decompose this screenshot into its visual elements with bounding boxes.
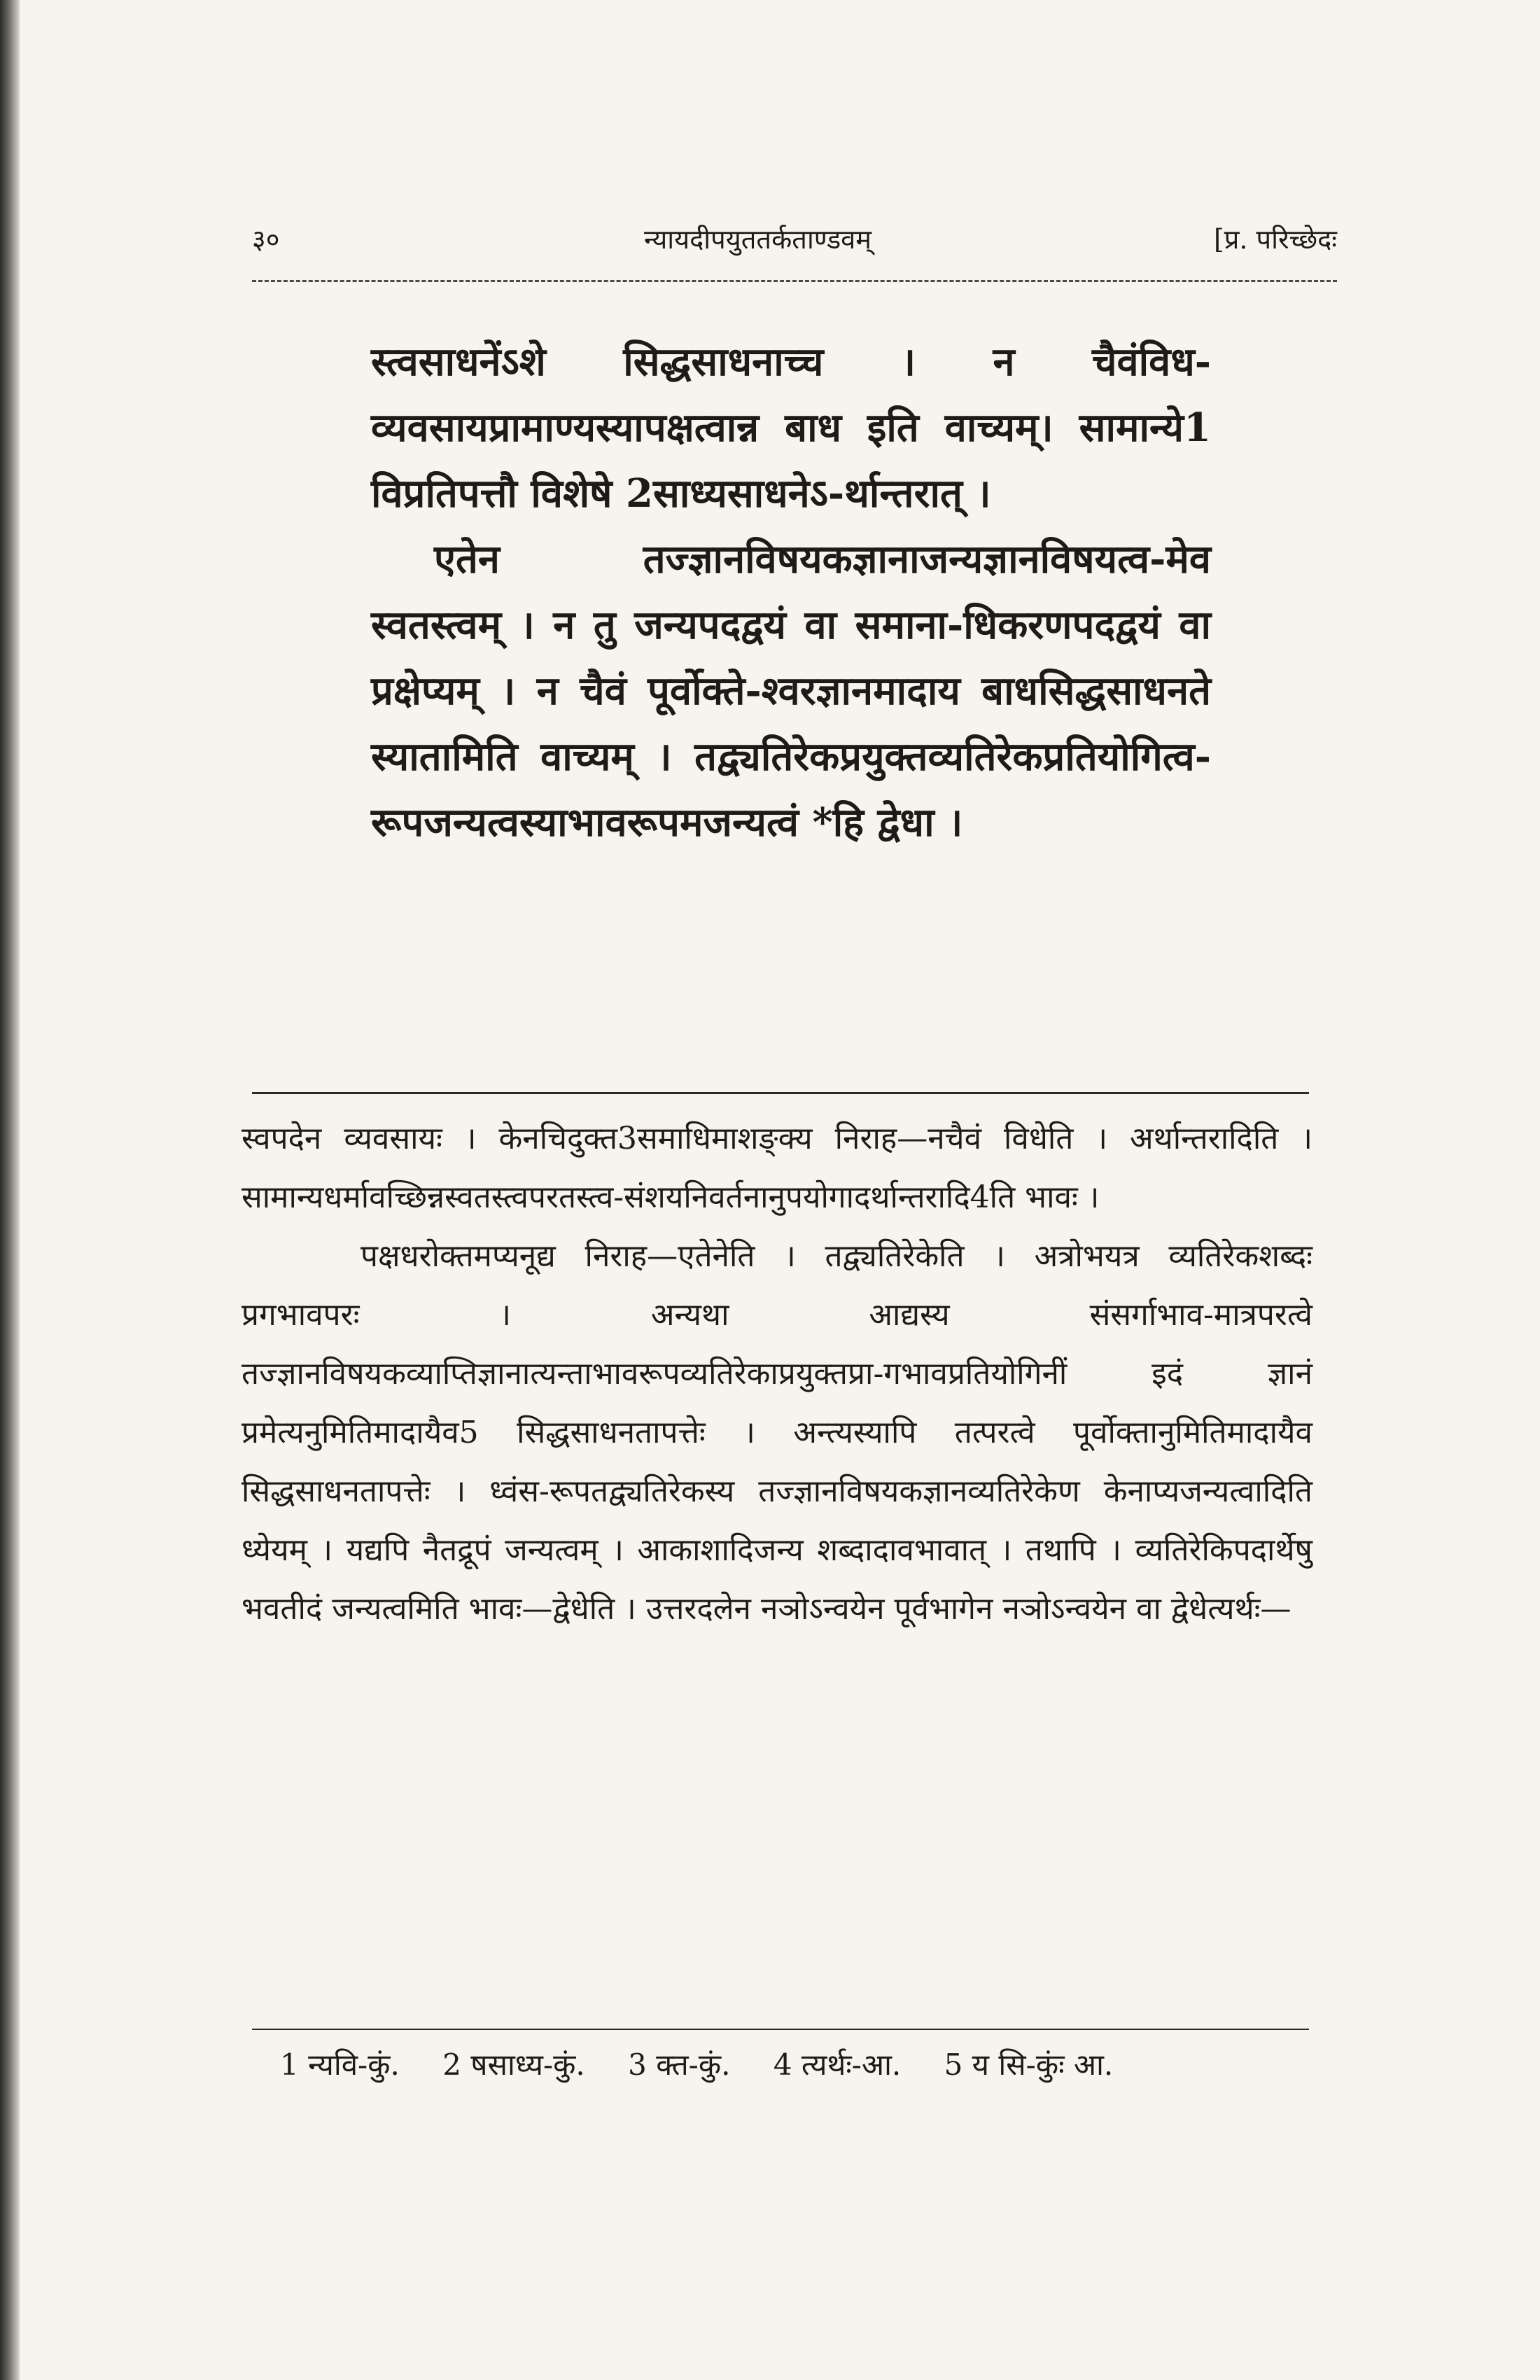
book-binding-edge [0, 0, 20, 2380]
main-text-block [371, 329, 1211, 855]
running-header [252, 214, 1337, 262]
header-divider [252, 280, 1337, 282]
footnote: 2 षसाध्य-कुं. [442, 2047, 585, 2082]
footnote: 1 न्यवि-कुं. [280, 2047, 400, 2082]
footnote-divider [252, 2029, 1309, 2030]
chapter-label: [प्र. परिच्छेदः [1213, 224, 1337, 255]
footnote: 3 क्त-कुं. [628, 2047, 731, 2082]
commentary-divider [252, 1092, 1309, 1094]
commentary-paragraph: पक्षधरोक्तमप्यनूद्य निराह—एतेनेति । तद्व्यतिरेकेति । अत्रोभयत्र व्यतिरेकशब्दः प्रगभावपरः । अन्यथा आद्यस्य संसर्गाभाव-मात्रपरत्वे तज्ज्ञानविषयकव्याप्तिज्ञानात्यन्ताभावरूपव्यतिरेकाप्रयुक्तप्रा-गभावप्रतियोगिनीं इदं ज्ञानं प्रमेत्यनुमितिमादायैव5 सिद्धसाधनतापत्तेः । अन्त्यस्यापि तत्परत्वे पूर्वोक्तानुमितिमादायैव सिद्धसाधनतापत्तेः । ध्वंस-रूपतद्व्यतिरेकस्य तज्ज्ञानविषयकज्ञानव्यतिरेकेण केनाप्यजन्यत्वादिति ध्येयम् । यद्यपि नैतद्रूपं जन्यत्वम् । आकाशादिजन्य शब्दादावभावात् । तथापि । व्यतिरेकिपदार्थेषु भवतीदं जन्यत्वमिति भावः—द्वेधेति । उत्तरदलेन नञोऽन्वयेन पूर्वभागेन नञोऽन्वयेन वा द्वेधेत्यर्थः— [241, 1238, 1312, 1627]
book-title: न्यायदीपयुततर्कताण्डवम् [644, 224, 872, 255]
footnote: 4 त्यर्थः-आ. [773, 2047, 902, 2082]
footnote: 5 य सि-कुंः आ. [944, 2047, 1114, 2082]
footnotes [280, 2040, 1316, 2090]
page-number: ३० [252, 224, 280, 255]
commentary-block [241, 1110, 1312, 1639]
commentary-paragraph: स्वपदेन व्यवसायः । केनचिदुक्त3समाधिमाशङ्क्य निराह—नचैवं विधेति । अर्थान्तरादिति । सामान्यधर्मावच्छिन्नस्वतस्त्वपरतस्त्व-संशयनिवर्तनानुपयोगादर्थान्तरादि4ति भावः । [241, 1121, 1312, 1215]
main-paragraph: स्त्वसाधनेंऽशे सिद्धसाधनाच्च । न चैवंविध-व्यवसायप्रामाण्यस्यापक्षत्वान्न बाध इति वाच्यम्। सामान्ये1 विप्रतिपत्तौ विशेषे 2साध्यसाधनेऽ-र्थान्तरात् । [371, 339, 1211, 517]
main-paragraph: एतेन तज्ज्ञानविषयकज्ञानाजन्यज्ञानविषयत्व-मेव स्वतस्त्वम् । न तु जन्यपदद्वयं वा समाना-धिकरणपदद्वयं वा प्रक्षेप्यम् । न चैवं पूर्वोक्ते-श्वरज्ञानमादाय बाधसिद्धसाधनते स्यातामिति वाच्यम् । तद्व्यतिरेकप्रयुक्तव्यतिरेकप्रतियोगित्व-रूपजन्यत्वस्याभावरूपमजन्यत्वं *हि द्वेधा । [371, 536, 1211, 846]
